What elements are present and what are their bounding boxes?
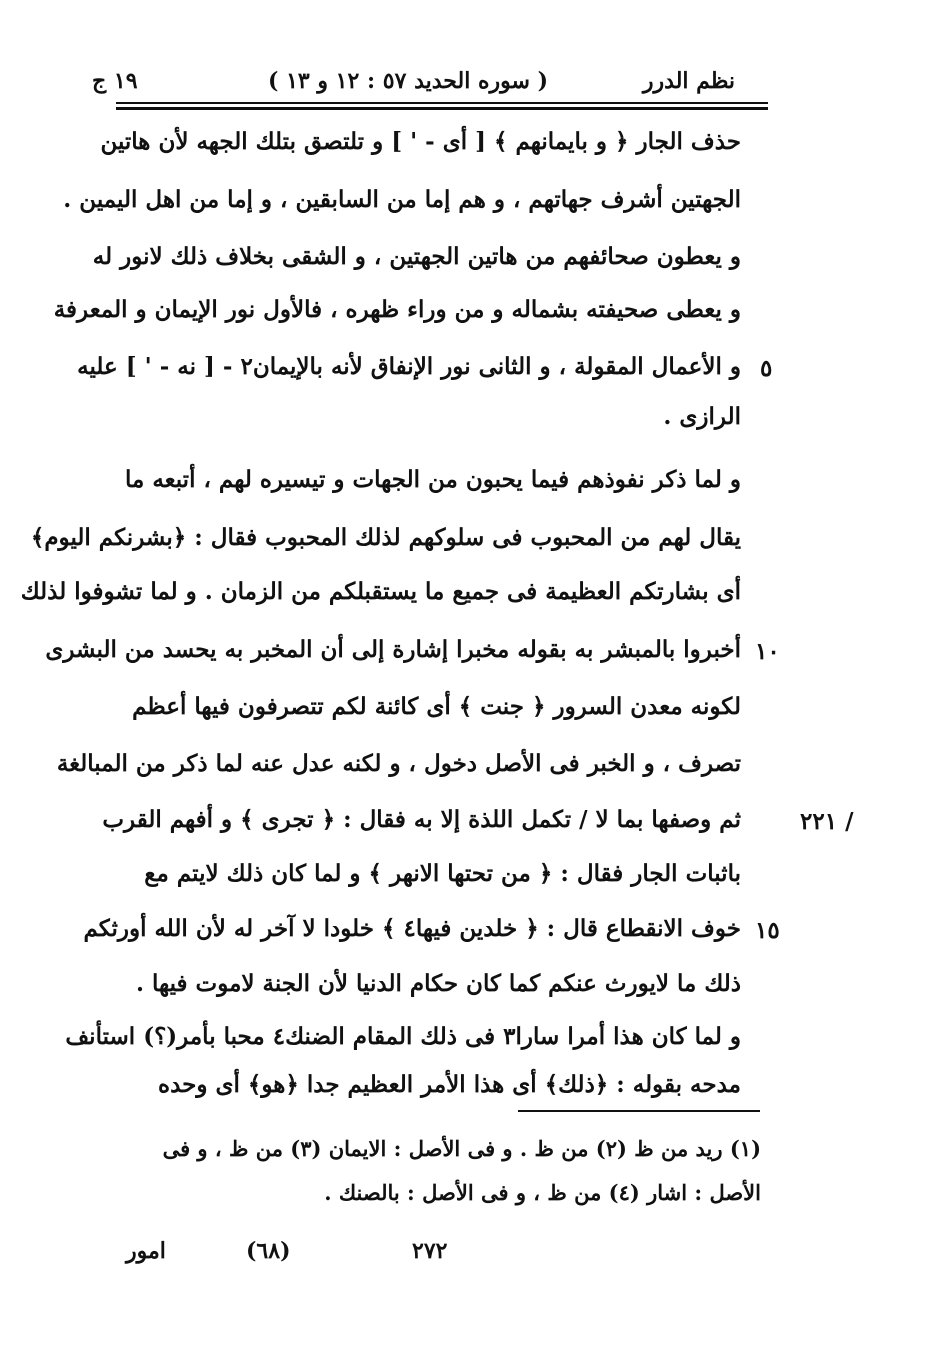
line-number-5: ٥ [760, 355, 773, 382]
text-line: مدحه بقوله : ﴿ذلك﴾ أى هذا الأمر العظيم جدا ﴿هو﴾ أى وحده [158, 1071, 741, 1098]
text-line: يقال لهم من المحبوب فى سلوكهم لذلك المحبوب فقال : ﴿بشرنكم اليوم﴾ [30, 524, 741, 551]
text-line: أخبروا بالمبشر به بقوله مخبرا إشارة إلى أن المخبر به يحسد من البشرى [45, 636, 741, 663]
catchword: امور [126, 1238, 166, 1264]
footnote-rule [518, 1110, 760, 1112]
text-line: تصرف ، و الخبر فى الأصل دخول ، و لكنه عدل عنه لما ذكر من المبالغة [56, 750, 741, 777]
text-line: الرازى . [663, 403, 741, 430]
text-line: أى بشارتكم العظيمة فى جميع ما يستقبلكم من الزمان . و لما تشوفوا لذلك [20, 578, 741, 605]
text-line: ثم وصفها بما لا / تكمل اللذة إلا به فقال : ﴿ تجرى ﴾ و أفهم القرب [102, 806, 741, 833]
text-line: و لما كان هذا أمرا سارا٣ فى ذلك المقام الضنك٤ محبا بأمر(؟) استأنف [65, 1023, 741, 1050]
running-head-right: نظم الدرر [642, 68, 735, 94]
line-number-10: ١٠ [755, 638, 780, 665]
header-rule-top [116, 102, 768, 104]
text-line: و يعطى صحيفته بشماله و من وراء ظهره ، فالأول نور الإيمان و المعرفة [53, 296, 741, 323]
text-line: خوف الانقطاع قال : ﴿ خلدين فيها٤ ﴾ خلودا لا آخر له لأن الله أورثكم [83, 915, 741, 942]
text-line: و يعطون صحائفهم من هاتين الجهتين ، و الشقى بخلاف ذلك لانور له [92, 243, 741, 270]
text-line: الجهتين أشرف جهاتهم ، و هم إما من السابقين ، و إما من اهل اليمين . [63, 186, 741, 213]
text-line: لكونه معدن السرور ﴿ جنت ﴾ أى كائنة لكم تتصرفون فيها أعظم [132, 693, 741, 720]
sheet-number: (٦٨) [246, 1238, 291, 1264]
text-line: باثبات الجار فقال : ﴿ من تحتها الانهر ﴾ و لما كان ذلك لايتم مع [144, 860, 741, 887]
running-head-center: ( سوره الحديد ٥٧ : ١٢ و ١٣ ) [268, 68, 548, 94]
footnote-line: (١) ريد من ظ (٢) من ظ . و فى الأصل : الايمان (٣) من ظ ، و فى [162, 1136, 761, 1161]
header-rule-bottom [116, 107, 768, 110]
running-head-left: ١٩ ج [92, 68, 138, 94]
margin-folio-reference: ٢٢١ / [800, 808, 854, 835]
text-line: و الأعمال المقولة ، و الثانى نور الإنفاق لأنه بالإيمان٢ - [ نه - ' ] عليه [77, 353, 741, 380]
footnote-line: الأصل : اشار (٤) من ظ ، و فى الأصل : بالصنك . [324, 1180, 761, 1205]
line-number-15: ١٥ [755, 917, 780, 944]
text-line: حذف الجار ﴿ و بايمانهم ﴾ [ أى - ' ] و تلتصق بتلك الجهه لأن هاتين [100, 128, 741, 155]
text-line: و لما ذكر نفوذهم فيما يحبون من الجهات و تيسيره لهم ، أتبعه ما [124, 466, 741, 493]
text-line: ذلك ما لايورث عنكم كما كان حكام الدنيا لأن الجنة لاموت فيها . [135, 970, 741, 997]
page-number: ٢٧٢ [412, 1238, 448, 1264]
